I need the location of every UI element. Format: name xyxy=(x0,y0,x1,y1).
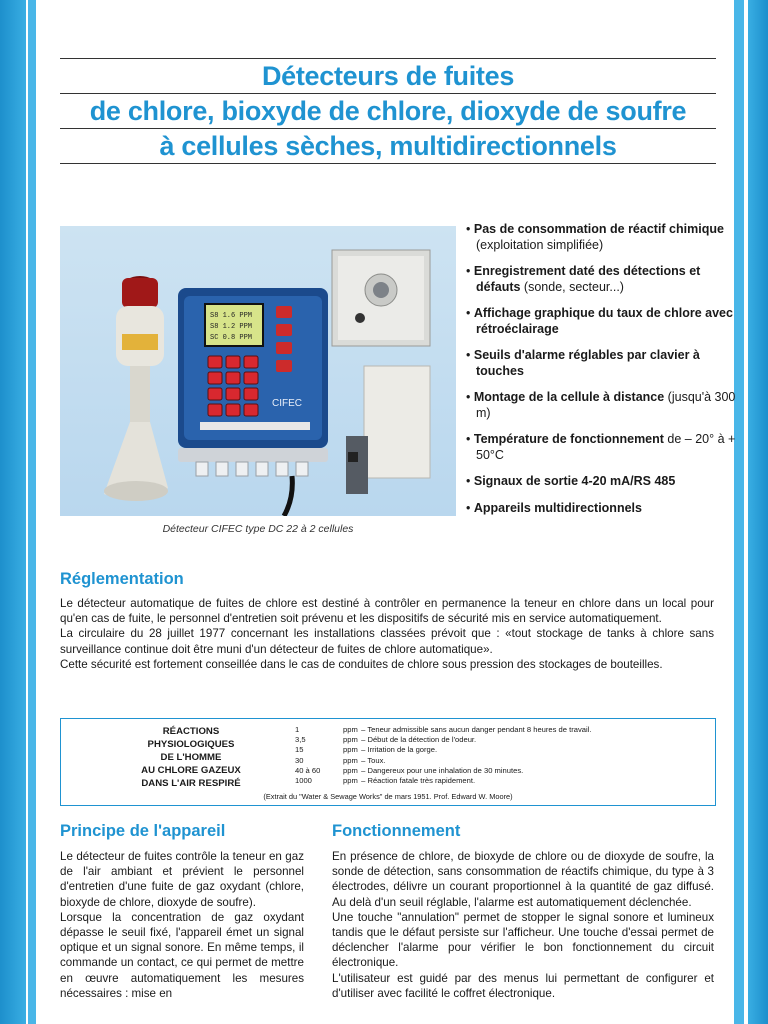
left-border-stripe xyxy=(0,0,26,1024)
reactions-label-line: DE L'HOMME xyxy=(160,752,222,763)
right-border-stripe xyxy=(748,0,768,1024)
reactions-label-line: AU CHLORE GAZEUX xyxy=(141,765,241,776)
feature-item: • Température de fonctionnement de – 20° à + 50°C xyxy=(466,432,736,462)
reactions-source-note: (Extrait du "Water & Sewage Works" de mars 1951. Prof. Edward W. Moore) xyxy=(263,792,513,801)
brand-label: CIFEC xyxy=(272,398,302,409)
feature-list xyxy=(466,222,736,527)
display-line-3: SC 0.8 PPM xyxy=(210,334,253,342)
reactions-label-line: PHYSIOLOGIQUES xyxy=(147,739,235,750)
reglementation-text: Le détecteur automatique de fuites de chlore est destiné à contrôler en permanence la teneur en chlore dans un local pour qu'en cas de fuite, le personnel d'entretien soit prévenu et les dispositifs de sécurité mis en service automatiquement. La circulaire du 28 juillet 1977 concernant les installations classées prévoit que : «tout stockage de tanks à chlore sans surveillance continue doit être muni d'un détecteur de fuites de chlore automatique». Cette sécurité est fortement conseillée dans le cas de conduites de chlore sous pression des stockages de bouteilles. xyxy=(60,597,714,671)
reglementation-heading: Réglementation xyxy=(60,570,184,588)
siren-icon xyxy=(104,276,168,501)
display-line-1: S8 1.6 PPM xyxy=(210,312,253,320)
principe-text: Le détecteur de fuites contrôle la teneur en gaz de l'air ambiant et prévient le personnel d'entretien d'une fuite de gaz oxydant (chlore, bioxyde de chlore, dioxyde de soufre). Lorsque la concentration de gaz oxydant dépasse le seuil fixé, l'appareil émet un signal optique et un signal sonore. En même temps, il commande un contact, ce qui permet de mettre en œuvre automatiquement les mesures nécessaires : mise en xyxy=(60,850,304,1000)
detector-illustration xyxy=(60,226,456,516)
table-row: 3,5 ppm – Début de la détection de l'odeur. xyxy=(295,735,477,745)
title-line-3: à cellules sèches, multidirectionnels xyxy=(60,128,716,164)
feature-item: • Montage de la cellule à distance (jusqu'à 300 m) xyxy=(466,390,736,420)
detector-unit xyxy=(178,288,328,516)
fonctionnement-heading: Fonctionnement xyxy=(332,822,461,840)
title-line-1: Détecteurs de fuites xyxy=(60,58,716,93)
table-row: 1000 ppm – Réaction fatale très rapidement. xyxy=(295,776,476,786)
title-block xyxy=(60,58,716,164)
table-row: 30 ppm – Toux. xyxy=(295,755,386,765)
feature-item: • Appareils multidirectionnels xyxy=(466,500,642,515)
reactions-table xyxy=(60,718,716,806)
feature-item: • Seuils d'alarme réglables par clavier à touches xyxy=(466,348,700,378)
reactions-label-line: DANS L'AIR RESPIRÉ xyxy=(141,778,241,789)
table-row: 40 à 60 ppm – Dangereux pour une inhalation de 30 minutes. xyxy=(295,765,524,775)
reactions-label xyxy=(101,725,281,790)
table-row: 1 ppm – Teneur admissible sans aucun danger pendant 8 heures de travail. xyxy=(295,725,592,734)
sensor-box xyxy=(332,250,430,346)
principe-heading: Principe de l'appareil xyxy=(60,822,226,840)
photo-caption: Détecteur CIFEC type DC 22 à 2 cellules xyxy=(162,523,354,535)
feature-item: • Signaux de sortie 4-20 mA/RS 485 xyxy=(466,474,676,488)
reactions-label-line: RÉACTIONS xyxy=(162,726,220,737)
reactions-rows xyxy=(295,725,591,786)
table-row: 15 ppm – Irritation de la gorge. xyxy=(295,745,438,755)
feature-item: • Enregistrement daté des détections et défauts (sonde, secteur...) xyxy=(466,264,701,294)
left-border-stripe-inner xyxy=(28,0,36,1024)
title-line-2: de chlore, bioxyde de chlore, dioxyde de soufre xyxy=(60,93,716,128)
feature-item: • Affichage graphique du taux de chlore avec rétroéclairage xyxy=(466,306,733,336)
product-photo xyxy=(60,226,456,516)
fonctionnement-text: En présence de chlore, de bioxyde de chlore ou de dioxyde de soufre, la sonde de détection, sans consommation de réactifs chimique, du type à 3 électrodes, délivre un courant proportionnel à la quantité de gaz diffusé. Au delà d'un seuil réglable, l'alarme est automatiquement déclenchée. Une touche "annulation" permet de stopper le signal sonore et lumineux tandis que le défaut persiste sur l'afficheur. Une touche d'essai permet de déclencher l'alarme pour vérifier le bon fonctionnement du circuit électronique. L'utilisateur est guidé par des menus lui permettant de configurer et d'utiliser avec facilité le coffret électronique. xyxy=(332,850,714,1000)
display-line-2: S8 1.2 PPM xyxy=(210,323,253,331)
brochure-page xyxy=(42,0,736,1024)
feature-item: • Pas de consommation de réactif chimique (exploitation simplifiée) xyxy=(466,222,724,252)
junction-box xyxy=(346,366,430,494)
